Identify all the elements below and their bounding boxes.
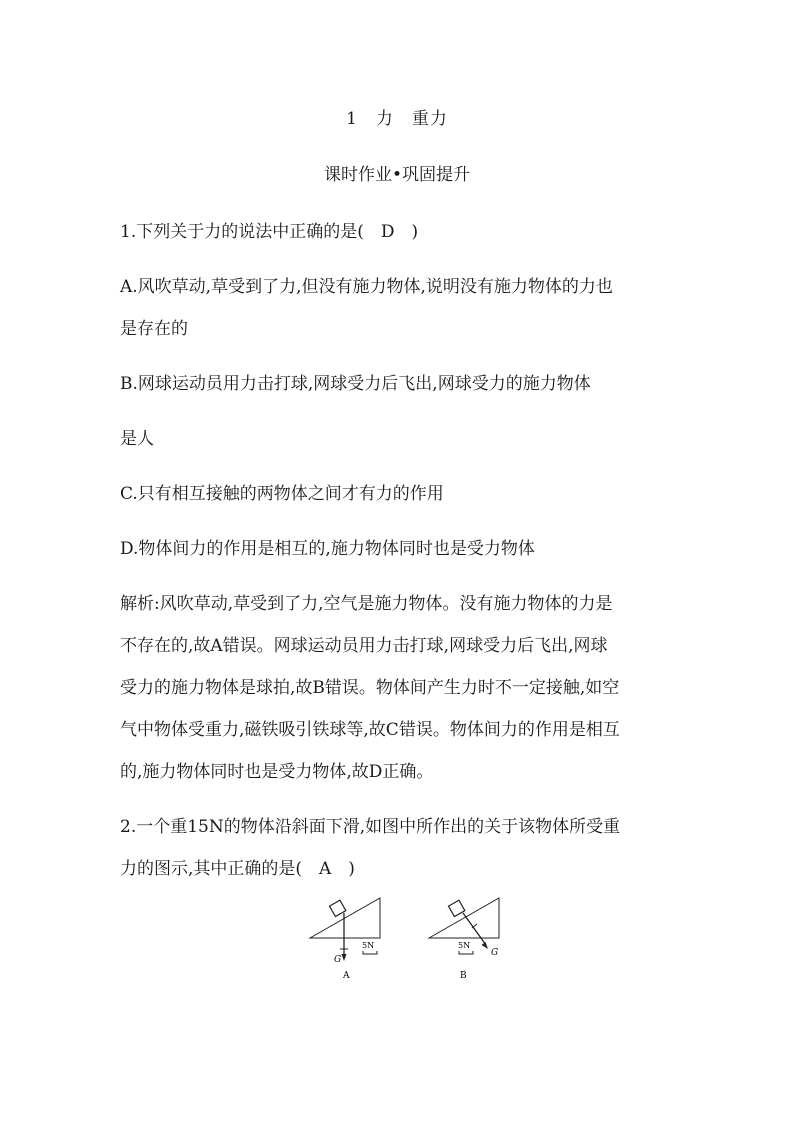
gravity-arrowhead — [342, 954, 347, 961]
figure-caption: A — [343, 971, 350, 981]
q1-analysis-line5: 的,施力物体同时也是受力物体,故D正确。 — [120, 762, 434, 782]
scale-bar — [363, 951, 377, 954]
q1-analysis-line2: 不存在的,故A错误。网球运动员用力击打球,网球受力后飞出,网球 — [120, 636, 608, 656]
q1-stem: 1.下列关于力的说法中正确的是( D ) — [120, 222, 419, 242]
incline-diagram-a — [305, 893, 390, 985]
force-arrowhead — [482, 942, 489, 949]
q1-option-a-line2: 是存在的 — [120, 319, 188, 339]
incline-triangle — [429, 898, 499, 938]
block — [448, 900, 464, 916]
q2-stem-line2: 力的图示,其中正确的是( A ) — [120, 859, 355, 879]
scale-label: 5N — [458, 941, 471, 950]
figure-caption: B — [460, 971, 467, 981]
q1-option-c: C.只有相互接触的两物体之间才有力的作用 — [120, 484, 444, 504]
figure-a — [305, 893, 390, 985]
page-title: 1 力 重力 — [346, 109, 448, 129]
q1-option-d: D.物体间力的作用是相互的,施力物体同时也是受力物体 — [120, 539, 535, 559]
incline-triangle — [310, 898, 380, 938]
incline-diagram-b — [424, 893, 509, 985]
q1-option-b-line1: B.网球运动员用力击打球,网球受力后飞出,网球受力的施力物体 — [120, 374, 591, 394]
scale-bar — [459, 951, 473, 954]
q2-stem-line1: 2.一个重15N的物体沿斜面下滑,如图中所作出的关于该物体所受重 — [120, 817, 621, 837]
q1-analysis-line4: 气中物体受重力,磁铁吸引铁球等,故C错误。物体间力的作用是相互 — [120, 720, 620, 740]
q1-option-b-line2: 是人 — [120, 429, 154, 449]
force-label-g: G — [491, 948, 499, 958]
force-label-g: G — [334, 955, 342, 965]
q1-option-a-line1: A.风吹草动,草受到了力,但没有施力物体,说明没有施力物体的力也 — [120, 277, 613, 297]
page-subtitle: 课时作业•巩固提升 — [323, 165, 471, 185]
q1-analysis-line3: 受力的施力物体是球拍,故B错误。物体间产生力时不一定接触,如空 — [120, 678, 620, 698]
figure-b — [424, 893, 509, 985]
scale-label: 5N — [362, 941, 375, 950]
q1-analysis-line1: 解析:风吹草动,草受到了力,空气是施力物体。没有施力物体的力是 — [120, 594, 613, 614]
